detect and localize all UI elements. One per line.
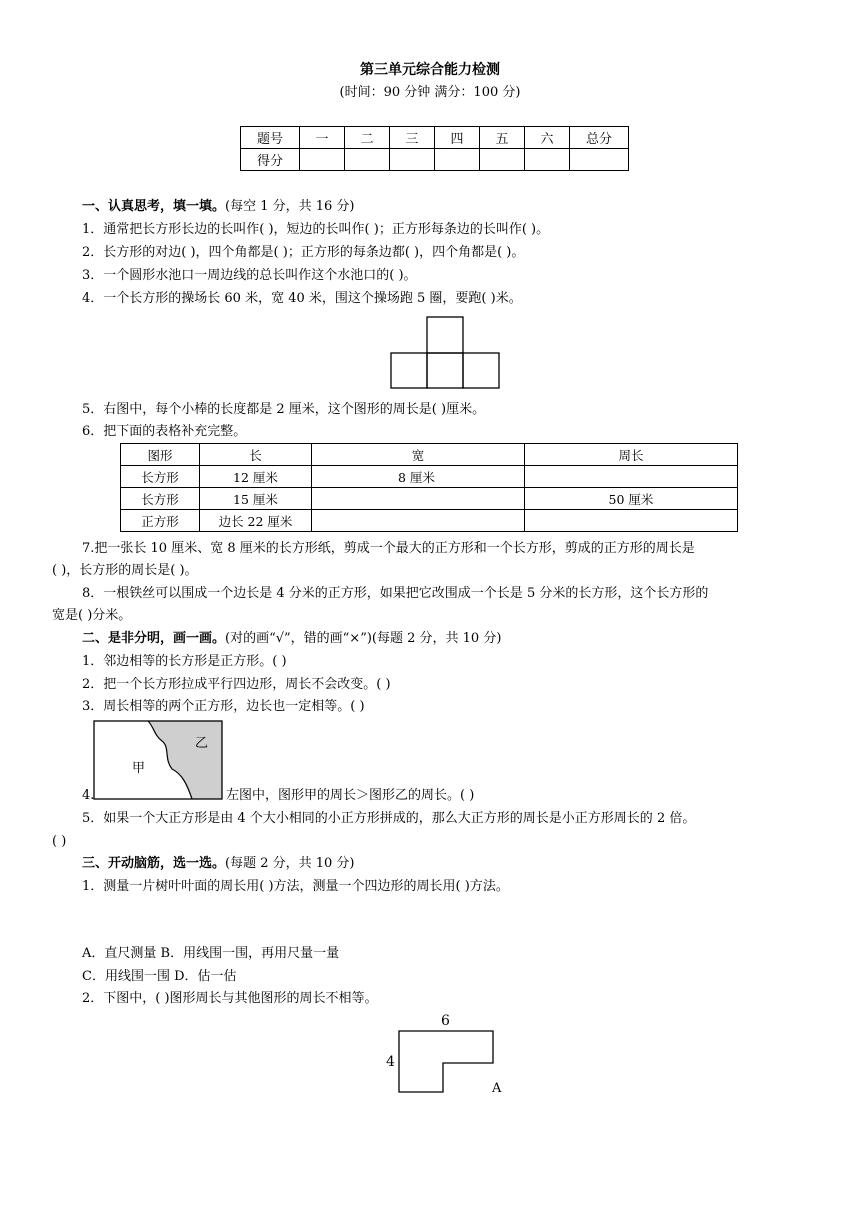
fill-table-header-row: [121, 444, 738, 466]
score-cell: 总分: [570, 127, 629, 149]
score-input-cell[interactable]: [525, 149, 570, 171]
section1-q7-line1: 7.把一张长 10 厘米、宽 8 厘米的长方形纸，剪成一个最大的正方形和一个长方形，剪成的正方形的周长是: [82, 541, 695, 556]
figure-option-label: A: [492, 1081, 502, 1096]
jia-yi-figure: [92, 719, 226, 801]
fill-table-answer-cell[interactable]: [525, 510, 738, 532]
section3-heading-line: [82, 855, 355, 873]
page-subtitle: (时间：90 分钟 满分：100 分): [339, 85, 521, 100]
fill-table-answer-cell[interactable]: [312, 510, 525, 532]
section1-q3: 3．一个圆形水池口一周边线的总长叫作这个水池口的( )。: [82, 268, 417, 283]
page-title: 第三单元综合能力检测: [360, 62, 500, 78]
fill-table-answer-cell[interactable]: [312, 488, 525, 510]
fill-table-header: 宽: [312, 444, 525, 466]
section1-points: (每空 1 分，共 16 分): [225, 199, 355, 214]
section1-q8-line1: 8．一根铁丝可以围成一个边长是 4 分米的正方形，如果把它改围成一个长是 5 分米的长方形，这个长方形的: [82, 586, 709, 601]
figure-top-label: 6: [441, 1013, 450, 1029]
section2-q1: 1．邻边相等的长方形是正方形。( ): [82, 654, 287, 669]
section1-q6: 6．把下面的表格补充完整。: [82, 424, 247, 439]
score-input-cell[interactable]: [390, 149, 435, 171]
score-input-cell[interactable]: [345, 149, 390, 171]
score-cell: 六: [525, 127, 570, 149]
section2-q4-number: 4.: [82, 788, 95, 803]
section3-options-line1: A．直尺测量 B．用线围一围，再用尺量一量: [82, 946, 340, 961]
section1-heading-line: [82, 198, 355, 216]
fill-table-row: [121, 488, 738, 510]
section3-q1: 1．测量一片树叶叶面的周长用( )方法，测量一个四边形的周长用( )方法。: [82, 879, 509, 894]
section1-q4: 4．一个长方形的操场长 60 米，宽 40 米，围这个操场跑 5 圈，要跑( )米。: [82, 291, 522, 306]
section1-q5: 5．右图中，每个小棒的长度都是 2 厘米，这个图形的周长是( )厘米。: [82, 402, 486, 417]
fill-table-cell: 15 厘米: [200, 488, 312, 510]
score-input-cell[interactable]: [570, 149, 629, 171]
score-table-header-row: [241, 127, 629, 149]
section2-heading-line: [82, 630, 501, 648]
section2-q5-line1: 5．如果一个大正方形是由 4 个大小相同的小正方形拼成的，那么大正方形的周长是小正方形周长的 2 倍。: [82, 811, 696, 826]
fill-table-row: [121, 466, 738, 488]
score-cell: 五: [480, 127, 525, 149]
score-table: [240, 126, 629, 171]
section1-q1: 1．通常把长方形长边的长叫作( )，短边的长叫作( )；正方形每条边的长叫作( )。: [82, 222, 550, 237]
fill-table-row: [121, 510, 738, 532]
section3-options-line2: C．用线围一围 D．估一估: [82, 969, 237, 984]
fill-table-header: 周长: [525, 444, 738, 466]
score-cell: 四: [435, 127, 480, 149]
figure-left-label: 4: [386, 1054, 395, 1070]
section1-heading: 一、认真思考，填一填。: [82, 199, 226, 214]
score-cell: 题号: [241, 127, 300, 149]
score-cell: 二: [345, 127, 390, 149]
figure-label-jia: 甲: [132, 761, 146, 776]
fill-table-header: 长: [200, 444, 312, 466]
score-input-cell[interactable]: [480, 149, 525, 171]
fill-table-answer-cell[interactable]: [525, 466, 738, 488]
section2-q3: 3．周长相等的两个正方形，边长也一定相等。( ): [82, 699, 365, 714]
section2-instruction: (对的画“√”，错的画“×”)(每题 2 分，共 10 分): [225, 631, 502, 646]
section3-heading: 三、开动脑筋，选一选。: [82, 856, 226, 871]
score-input-cell[interactable]: [435, 149, 480, 171]
section2-q5-line2: ( ): [52, 834, 67, 849]
score-input-cell[interactable]: [300, 149, 345, 171]
section1-q8-line2: 宽是( )分米。: [52, 608, 132, 623]
fill-table-cell: 边长 22 厘米: [200, 510, 312, 532]
score-table-score-row: [241, 149, 629, 171]
section1-q2: 2．长方形的对边( )，四个角都是( )；正方形的每条边都( )，四个角都是( )。: [82, 245, 525, 260]
score-cell: 一: [300, 127, 345, 149]
section3-points: (每题 2 分，共 10 分): [225, 856, 355, 871]
section2-q2: 2．把一个长方形拉成平行四边形，周长不会改变。( ): [82, 677, 391, 692]
fill-table-cell: 长方形: [121, 466, 200, 488]
fill-table-header: 图形: [121, 444, 200, 466]
score-cell: 得分: [241, 149, 300, 171]
section3-q2: 2．下图中，( )图形周长与其他图形的周长不相等。: [82, 991, 378, 1006]
section2-q4: 左图中，图形甲的周长＞图形乙的周长。( ): [226, 788, 475, 803]
fill-table-cell: 50 厘米: [525, 488, 738, 510]
stick-figure: [388, 316, 500, 390]
fill-table-cell: 正方形: [121, 510, 200, 532]
fill-table: [120, 443, 738, 532]
section2-heading: 二、是非分明，画一画。: [82, 631, 226, 646]
section1-q7-line2: ( )，长方形的周长是( )。: [52, 563, 198, 578]
fill-table-cell: 8 厘米: [312, 466, 525, 488]
score-cell: 三: [390, 127, 435, 149]
fill-table-cell: 12 厘米: [200, 466, 312, 488]
figure-label-yi: 乙: [195, 736, 209, 751]
fill-table-cell: 长方形: [121, 488, 200, 510]
l-shape-figure: [397, 1029, 497, 1095]
